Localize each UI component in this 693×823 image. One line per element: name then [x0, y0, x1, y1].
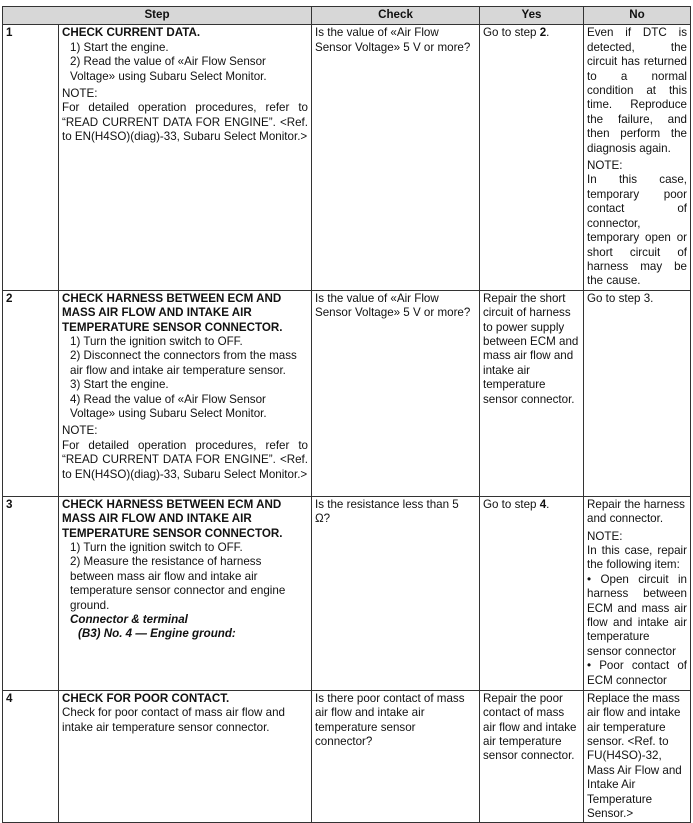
yes-cell: [480, 496, 584, 690]
note-text: For detailed operation procedures, refer to “READ CURRENT DATA FOR ENGINE”. <Ref. to EN(H4SO)(diag)-33, Subaru Select Monitor.>: [62, 101, 308, 144]
step-cell: [59, 25, 312, 290]
header-check: Check: [312, 7, 480, 25]
yes-step-ref: 2: [539, 26, 547, 40]
step-title: CHECK HARNESS BETWEEN ECM AND MASS AIR FLOW AND INTAKE AIR TEMPERATURE SENSOR CONNECTOR.: [62, 291, 283, 334]
no-note-label: NOTE:: [587, 529, 623, 543]
step-line: 1) Turn the ignition switch to OFF.: [70, 334, 243, 348]
no-cell: [584, 25, 691, 290]
no-note-label: NOTE:: [587, 159, 623, 173]
step-number: 2: [3, 290, 59, 496]
table-header-row: [3, 7, 691, 25]
no-list-item: • Open circuit in harness between ECM and mass air flow and intake air temperature sensor connector: [587, 572, 687, 658]
step-line: 2) Disconnect the connectors from the mass air flow and intake air temperature sensor.: [70, 349, 297, 377]
step-title: CHECK HARNESS BETWEEN ECM AND MASS AIR FLOW AND INTAKE AIR TEMPERATURE SENSOR CONNECTOR.: [62, 497, 283, 540]
step-number: 4: [3, 690, 59, 823]
yes-cell: [480, 25, 584, 290]
step-title: CHECK CURRENT DATA.: [62, 26, 201, 40]
connector-value: (B3) No. 4 — Engine ground:: [78, 627, 236, 641]
step-number: 3: [3, 496, 59, 690]
no-list-item: • Poor contact of ECM connector: [587, 659, 687, 687]
step-title: CHECK FOR POOR CONTACT.: [62, 691, 230, 705]
connector-label: Connector & terminal: [70, 612, 188, 626]
no-cell: [584, 496, 691, 690]
step-number: 1: [3, 25, 59, 290]
check-cell: Is the resistance less than 5 Ω?: [312, 496, 480, 690]
step-line: 2) Read the value of «Air Flow Sensor Voltage» using Subaru Select Monitor.: [70, 55, 267, 83]
step-cell: [59, 690, 312, 823]
check-cell: Is the value of «Air Flow Sensor Voltage» 5 V or more?: [312, 25, 480, 290]
yes-prefix: Go to step: [483, 26, 540, 40]
check-cell: Is the value of «Air Flow Sensor Voltage» 5 V or more?: [312, 290, 480, 496]
step-line: 3) Start the engine.: [70, 378, 169, 392]
step-line: 2) Measure the resistance of harness between mass air flow and intake air temperature sensor connector and engine ground.: [70, 555, 286, 612]
yes-step-ref: 4: [539, 497, 547, 511]
note-text: For detailed operation procedures, refer to “READ CURRENT DATA FOR ENGINE”. <Ref. to EN(H4SO)(diag)-33, Subaru Select Monitor.>: [62, 438, 308, 481]
no-text: Repair the harness and connector.: [587, 497, 685, 526]
yes-cell: Repair the poor contact of mass air flow and intake air temperature sensor connector.: [480, 690, 584, 823]
table-row: [3, 496, 691, 690]
yes-prefix: Go to step: [483, 497, 540, 511]
note-label: NOTE:: [62, 424, 98, 438]
no-note-text: In this case, repair the following item:: [587, 543, 687, 572]
no-text: Even if DTC is detected, the circuit has returned to a normal condition at this time. Reproduce the failure, and then perform the diagnosis again.: [587, 26, 687, 155]
diagnostic-table: [2, 6, 691, 823]
no-cell: Replace the mass air flow and intake air temperature sensor. <Ref. to FU(H4SO)-32, Mass Air Flow and Intake Air Temperature Sensor.>: [584, 690, 691, 823]
table-row: [3, 690, 691, 823]
table-row: [3, 25, 691, 290]
header-yes: Yes: [480, 7, 584, 25]
no-note-text: In this case, temporary poor contact of connector, temporary open or short circuit of harness may be the cause.: [587, 173, 687, 288]
no-cell: Go to step 3.: [584, 290, 691, 496]
yes-suffix: .: [546, 26, 550, 40]
step-line: Check for poor contact of mass air flow and intake air temperature sensor connector.: [62, 706, 285, 734]
check-cell: Is there poor contact of mass air flow and intake air temperature sensor connector?: [312, 690, 480, 823]
header-step: Step: [3, 7, 312, 25]
yes-cell: Repair the short circuit of harness to power supply between ECM and mass air flow and intake air temperature sensor connector.: [480, 290, 584, 496]
step-line: 4) Read the value of «Air Flow Sensor Voltage» using Subaru Select Monitor.: [70, 392, 267, 420]
step-cell: [59, 496, 312, 690]
note-label: NOTE:: [62, 87, 98, 101]
table-row: [3, 290, 691, 496]
header-no: No: [584, 7, 691, 25]
step-cell: [59, 290, 312, 496]
step-line: 1) Start the engine.: [70, 40, 169, 54]
step-line: 1) Turn the ignition switch to OFF.: [70, 540, 243, 554]
yes-suffix: .: [546, 497, 550, 511]
